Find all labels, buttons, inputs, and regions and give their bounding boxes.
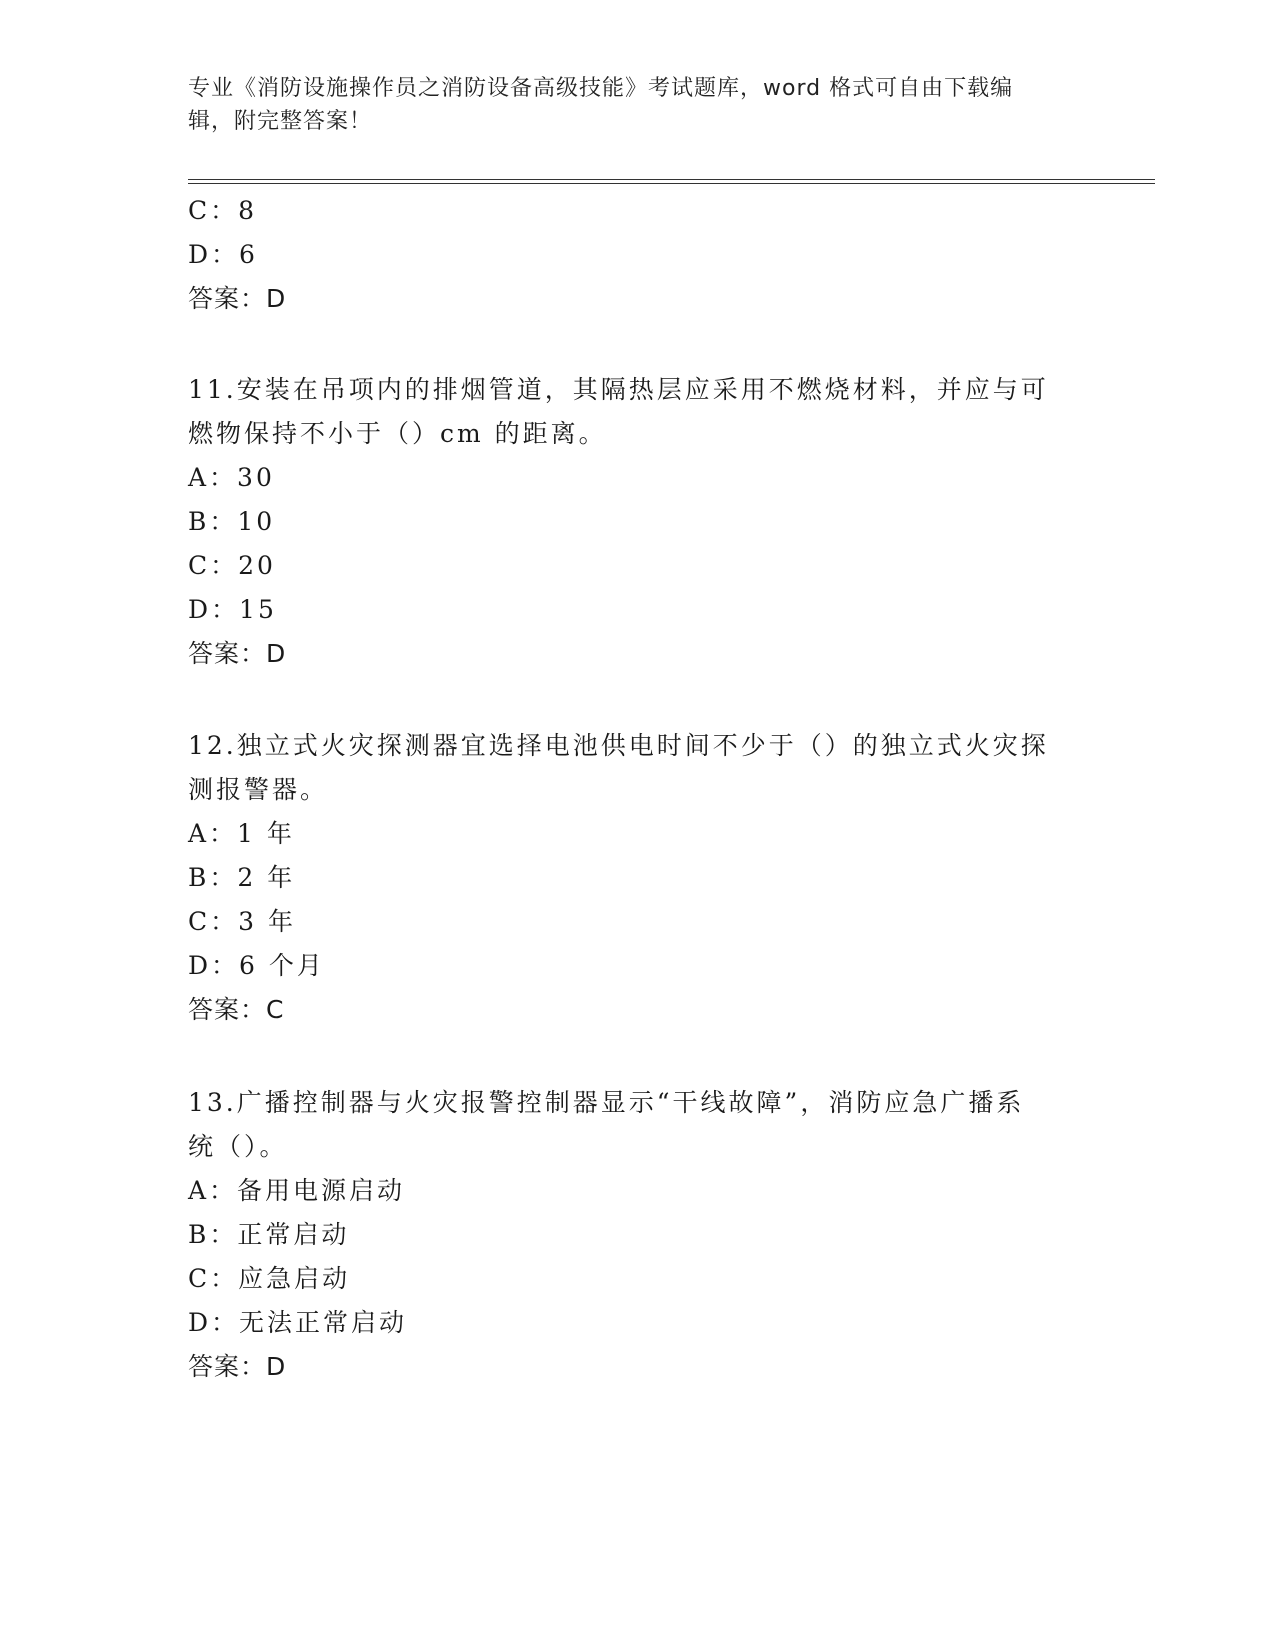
q13-option-a: A：备用电源启动 xyxy=(188,1176,406,1205)
q11-answer: 答案：D xyxy=(188,639,287,668)
q11-stem-line-1: 11.安装在吊项内的排烟管道，其隔热层应采用不燃烧材料，并应与可 xyxy=(188,375,1049,404)
q11-stem-line-2: 燃物保持不小于（）cm 的距离。 xyxy=(188,419,607,448)
q13-option-d: D：无法正常启动 xyxy=(188,1308,408,1337)
header-line-1: 专业《消防设施操作员之消防设备高级技能》考试题库，word 格式可自由下载编 xyxy=(188,76,1014,101)
q11-option-a: A：30 xyxy=(188,463,275,492)
q13-answer: 答案：D xyxy=(188,1352,287,1381)
q12-option-c: C：3 年 xyxy=(188,907,296,936)
q12-stem-line-2: 测报警器。 xyxy=(188,775,329,804)
q11-option-d: D：15 xyxy=(188,595,277,624)
q10-option-c: C：8 xyxy=(188,196,258,225)
q12-option-d: D：6 个月 xyxy=(188,951,325,980)
q11-option-c: C：20 xyxy=(188,551,276,580)
document-header xyxy=(188,72,1088,138)
header-line-2: 辑，附完整答案！ xyxy=(188,109,373,134)
q13-stem-line-2: 统（）。 xyxy=(188,1132,288,1161)
q12-stem-line-1: 12.独立式火灾探测器宜选择电池供电时间不少于（）的独立式火灾探 xyxy=(188,731,1049,760)
q10-answer: 答案：D xyxy=(188,284,287,313)
q12-answer: 答案：C xyxy=(188,995,285,1024)
q13-option-b: B：正常启动 xyxy=(188,1220,350,1249)
q12-option-b: B：2 年 xyxy=(188,863,296,892)
q10-option-d: D：6 xyxy=(188,240,258,269)
q12-option-a: A：1 年 xyxy=(188,819,295,848)
q13-stem-line-1: 13.广播控制器与火灾报警控制器显示“干线故障”，消防应急广播系 xyxy=(188,1088,1025,1117)
q13-option-c: C：应急启动 xyxy=(188,1264,351,1293)
header-divider-bottom xyxy=(188,183,1155,184)
q11-option-b: B：10 xyxy=(188,507,276,536)
header-divider-top xyxy=(188,179,1155,180)
